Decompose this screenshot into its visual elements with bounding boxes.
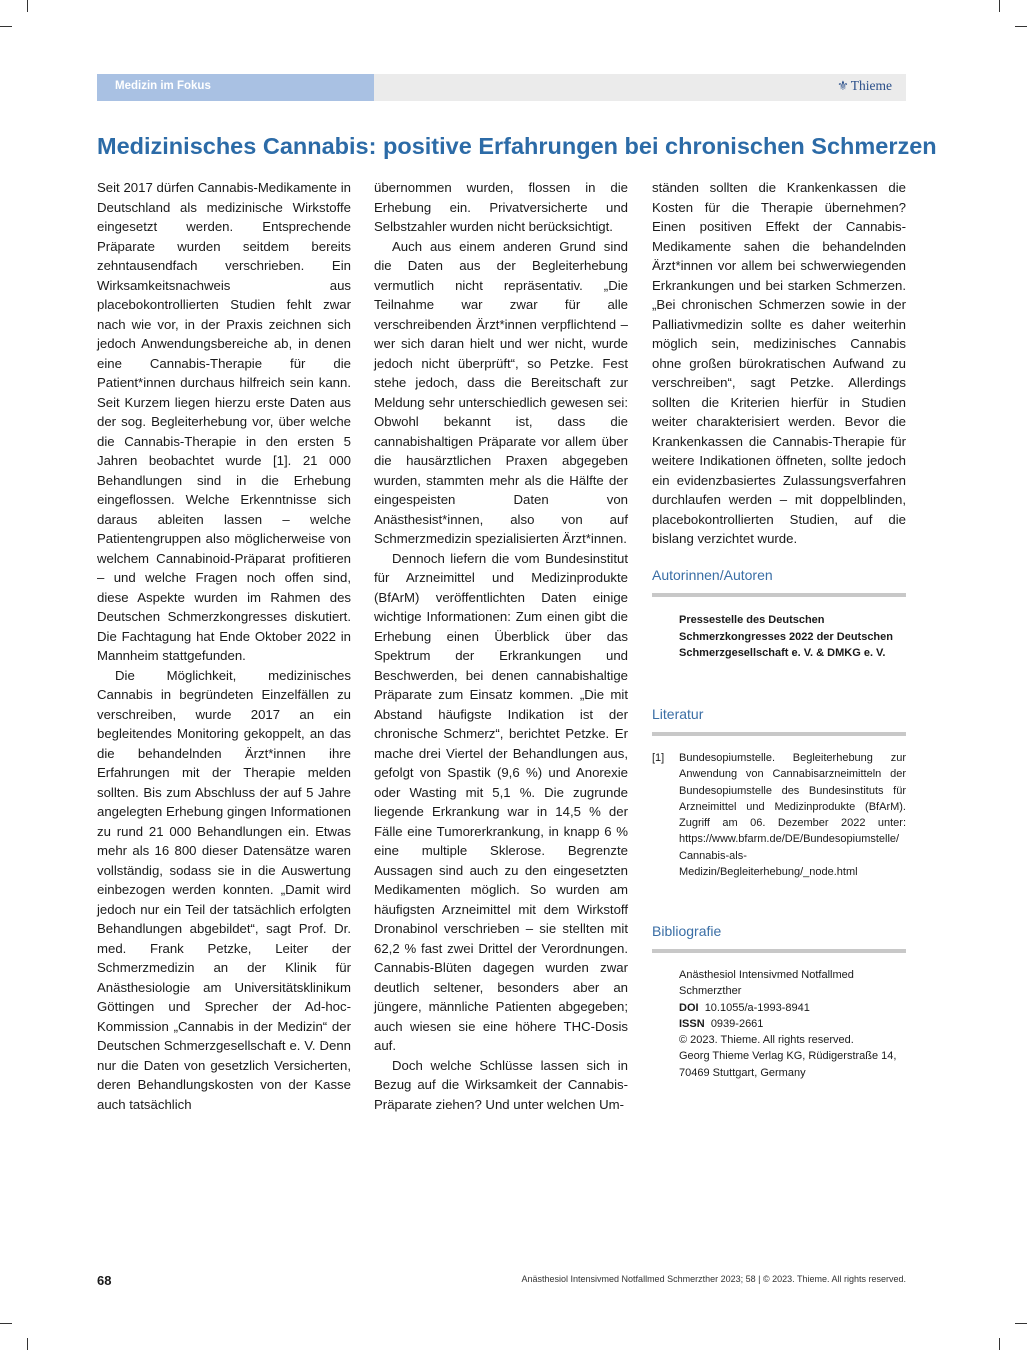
heading-rule bbox=[652, 732, 906, 736]
paragraph: Seit 2017 dürfen Cannabis-Medikamente in Deutschland als medizinische Wirkstoffe eingesetzt werden. Entsprechende Präparate wurden seitdem bereits zehntausendfach verschrieben. Ein Wirksamkeitsnachweis aus placebokontrollierten Studien fehlt zwar nach wie vor, in der Praxis zeichnen sich jedoch Anwendungsbereiche ab, in denen eine Cannabis-Therapie für die Patient*innen durchaus hilfreich sein kann. Seit Kurzem liegen hierzu erste Daten aus der sog. Begleiterhebung vor, über welche die Cannabis-Therapie in den ersten 5 Jahren beobachtet wurde [1]. 21 000 Behandlungen sind in die Erhebung eingeflossen. Welche Erkenntnisse sich daraus ableiten lassen – welche Patientengruppen also möglicherweise von welchem Cannabinoid-Präparat profitieren – und welche Fragen noch offen sind, diese Aspekte wurden im Rahmen des Deutschen Schmerzkongresses diskutiert. Die Fachtagung hat Ende Oktober 2022 in Mannheim stattgefunden. bbox=[97, 180, 351, 663]
bib-journal: Anästhesiol Intensivmed Notfallmed Schmerzther bbox=[679, 969, 854, 998]
publisher-logo bbox=[837, 78, 892, 94]
page-number: 68 bbox=[97, 1273, 112, 1288]
literature-heading: Literatur bbox=[652, 706, 704, 722]
running-header bbox=[97, 74, 906, 101]
bib-issn: 0939-2661 bbox=[710, 1017, 764, 1030]
crop-mark bbox=[27, 1338, 28, 1350]
bib-doi-label: DOI bbox=[679, 1001, 699, 1014]
reference-number: [1] bbox=[652, 752, 665, 764]
body-column-2 bbox=[374, 178, 628, 1114]
reference-item bbox=[652, 750, 906, 880]
section-label-text: Medizin im Fokus bbox=[115, 80, 211, 92]
bib-publisher: Georg Thieme Verlag KG, Rüdigerstraße 14, 70469 Stuttgart, Germany bbox=[679, 1050, 897, 1079]
bib-copyright: © 2023. Thieme. All rights reserved. bbox=[679, 1034, 854, 1047]
bib-issn-line bbox=[679, 1016, 906, 1032]
heading-rule bbox=[652, 593, 906, 597]
paragraph: Dennoch liefern die vom Bundesinstitut für Arzneimittel und Medizinprodukte (BfArM) veröffentlichten Daten einige wichtige Informationen: Zum einen gibt die Erhebung einen Überblick über das Spektrum der Erkrankungen und Beschwerden, bei denen cannabishaltige Präparate zum Einsatz kommen. „Die mit Abstand häufigste Indikation ist der chronische Schmerz“, berichtet Petzke. Er mache drei Viertel der Behandlungen aus, gefolgt von Spastik (9,6 %) und Anorexie oder Wasting mit 5,1 %. Die zugrunde liegende Erkrankung war in 14,5 % der Fälle eine Tumorerkrankung, in knapp 6 % eine multiple Sklerose. Begrenzte Aussagen sind auch zu den eingesetzten Medikamenten möglich. So wurden am häufigsten Arzneimittel mit dem Wirkstoff Dronabinol verschrieben – sie stellten mit 62,2 % fast zwei Drittel der Verordnungen. Cannabis-Blüten dagegen wurden zwar deutlich seltener, besonders aber an jüngere, männliche Patienten abgegeben; auch wiesen sie eine höhere THC-Dosis auf. bbox=[374, 550, 628, 1053]
body-column-3 bbox=[652, 178, 906, 549]
bib-doi-line bbox=[679, 1000, 906, 1016]
thieme-emblem-icon: ⚜ bbox=[837, 78, 849, 93]
footer-citation: Anästhesiol Intensivmed Notfallmed Schmerzther 2023; 58 | © 2023. Thieme. All rights reserved. bbox=[521, 1274, 906, 1284]
article-title: Medizinisches Cannabis: positive Erfahrungen bei chronischen Schmerzen bbox=[97, 133, 937, 159]
publisher-logo-text: Thieme bbox=[850, 78, 892, 93]
bib-issn-label: ISSN bbox=[679, 1017, 705, 1030]
crop-mark bbox=[1015, 26, 1027, 27]
crop-mark bbox=[0, 1323, 12, 1324]
bibliography-heading: Bibliografie bbox=[652, 923, 722, 939]
paragraph: Die Möglichkeit, medizinisches Cannabis in begründeten Einzelfällen zu verschreiben, wurde 2017 an ein begleitendes Monitoring gekoppelt, an das die behandelnden Ärzt*innen ihre Erfahrungen mit der Therapie melden sollten. Bis zum Abschluss der auf 5 Jahre angelegten Erhebung gingen Informationen zu rund 21 000 Behandlungen ein. Etwas mehr als 16 800 dieser Datensätze waren vollständig, sodass sie in die Auswertung einbezogen werden konnten. „Damit wird jedoch nur ein Teil der tatsächlich erfolgten Behandlungen abgebildet“, sagt Prof. Dr. med. Frank Petzke, Leiter der Schmerzmedizin an der Klinik für Anästhesiologie am Universitätsklinikum Göttingen und Sprecher der Ad-hoc-Kommission „Cannabis in der Medizin“ der Deutschen Schmerzgesellschaft e. V. Denn nur die Daten von gesetzlich Versicherten, deren Behandlungskosten von der Kasse auch tatsächlich bbox=[97, 667, 351, 1112]
body-column-1 bbox=[97, 178, 351, 1114]
bibliography-heading-block bbox=[652, 923, 906, 953]
crop-mark bbox=[0, 26, 12, 27]
paragraph: Auch aus einem anderen Grund sind die Daten aus der Begleiterhebung vermutlich nicht repräsentativ. „Die Teilnahme war zwar für alle verschreibenden Ärzt*innen verpflichtend – wer sich daran hielt und wer nicht, wurde jedoch nicht überprüft“, so Petzke. Fest stehe jedoch, dass die Bereitschaft zur Meldung sehr unterschiedlich gewesen sei: Obwohl bekannt ist, dass die cannabishaltigen Präparate vor allem über die hausärztlichen Praxen abgegeben wurden, stammten mehr als die Hälfte der eingespeisten Daten von Anästhesist*innen, also von auf Schmerzmedizin spezialisierten Ärzt*innen. bbox=[374, 238, 628, 546]
literature-heading-block bbox=[652, 706, 906, 736]
bib-doi: 10.1055/a-1993-8941 bbox=[704, 1001, 810, 1014]
paragraph: übernommen wurden, flossen in die Erhebung ein. Privatversicherte und Selbstzahler wurden nicht berücksichtigt. bbox=[374, 180, 628, 234]
authors-heading: Autorinnen/Autoren bbox=[652, 567, 773, 583]
crop-mark bbox=[27, 0, 28, 12]
crop-mark bbox=[999, 0, 1000, 12]
crop-mark bbox=[999, 1338, 1000, 1350]
authors-heading-block bbox=[652, 567, 906, 597]
heading-rule bbox=[652, 949, 906, 953]
reference-text: Bundesopiumstelle. Begleiterhebung zur Anwendung von Cannabisarzneimitteln der Bundesopiumstelle des Bundesinstituts für Arzneimittel und Medizinprodukte (BfArM). Zugriff am 06. Dezember 2022 unter: https://www.bfarm.de/DE/Bundesopiumstelle/Cannabis-als-Medizin/Begleiterhebung/_node.html bbox=[679, 752, 906, 879]
crop-mark bbox=[1015, 1323, 1027, 1324]
section-label bbox=[97, 74, 374, 101]
paragraph: ständen sollten die Krankenkassen die Kosten für die Therapie übernehmen? Einen positiven Effekt der Cannabis-Medikamente sahen die behandelnden Ärzt*innen vor allem bei schwerwiegenden Erkrankungen und bei starken Schmerzen. „Bei chronischen Schmerzen sowie in der Palliativmedizin sollte es daher weiterhin möglich sein, medizinisches Cannabis ohne großen bürokratischen Aufwand zu verschreiben“, sagt Petzke. Allerdings sollten die Kriterien hierfür in Studien weiter charakterisiert werden. Bevor die Krankenkassen die Cannabis-Therapie für weitere Indikationen öffneten, sollte jedoch ein evidenzbasiertes Zulassungsverfahren durchlaufen werden – mit doppelblinden, placebokontrollierten Studien, auf die bislang verzichtet wurde. bbox=[652, 180, 906, 546]
bibliography-info bbox=[679, 967, 906, 1081]
authors-text: Pressestelle des Deutschen Schmerzkongresses 2022 der Deutschen Schmerzgesellschaft e. V. & DMKG e. V. bbox=[679, 614, 893, 659]
paragraph: Doch welche Schlüsse lassen sich in Bezug auf die Wirksamkeit der Cannabis-Präparate ziehen? Und unter welchen Um- bbox=[374, 1057, 628, 1112]
